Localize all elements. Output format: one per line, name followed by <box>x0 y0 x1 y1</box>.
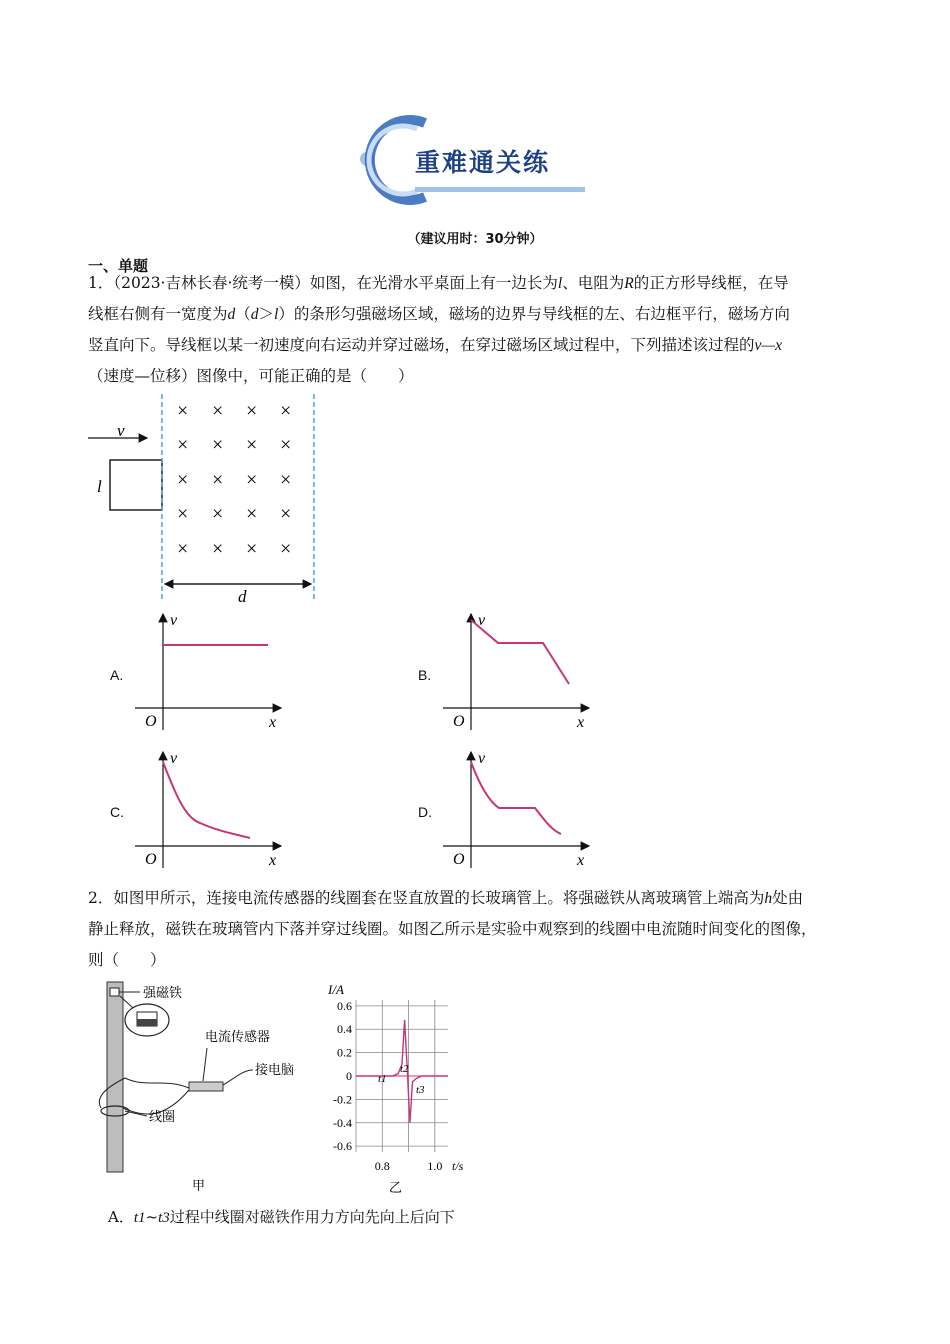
field-cross: × <box>177 538 189 560</box>
question-2 <box>88 883 868 976</box>
q2-option-a[interactable]: A．t1~t3过程中线圈对磁铁作用力方向先向上后向下 <box>108 1208 455 1226</box>
graph-b-curve <box>471 620 569 684</box>
field-cross: × <box>177 503 189 525</box>
option-b-label[interactable]: B. <box>418 667 432 683</box>
v-axis-label: v <box>170 750 178 767</box>
v-axis-label: v <box>478 750 486 767</box>
field-cross: × <box>246 469 258 491</box>
y-tick-label: -0.4 <box>333 1115 352 1130</box>
option-d-graph[interactable] <box>443 748 593 870</box>
field-cross: × <box>246 434 258 456</box>
caption-yi: 乙 <box>389 1180 403 1195</box>
q2-line-1: 2．如图甲所示，连接电流传感器的线圈套在竖直放置的长玻璃管上。将强磁铁从离玻璃管上端高为h处由 <box>88 889 804 907</box>
field-cross: × <box>177 434 189 456</box>
field-cross: × <box>212 538 224 560</box>
t1-label: t1 <box>378 1073 387 1085</box>
side-length-label: l <box>97 477 102 496</box>
magnet-label: 强磁铁 <box>143 985 183 1000</box>
field-cross: × <box>280 400 292 422</box>
x-tick-label: 0.8 <box>374 1159 390 1173</box>
origin-label: O <box>145 851 157 868</box>
v-axis-label: v <box>170 612 178 629</box>
field-cross: × <box>212 400 224 422</box>
field-cross: × <box>280 469 292 491</box>
option-a-label[interactable]: A. <box>110 667 124 683</box>
origin-label: O <box>453 713 465 730</box>
y-tick-label: 0.4 <box>337 1022 352 1037</box>
magnet <box>110 988 119 996</box>
field-cross: × <box>280 434 292 456</box>
x-axis-label: t/s <box>452 1159 464 1173</box>
title-banner <box>355 115 595 205</box>
x-axis-label: x <box>577 714 585 731</box>
q1-line-2: 线框右侧有一宽度为d（d＞l）的条形匀强磁场区域，磁场的边界与导线框的左、右边框平行，磁场方向 <box>88 305 790 323</box>
banner-title: 重难通关练 <box>415 148 551 177</box>
option-a-graph[interactable] <box>135 610 285 732</box>
wire-frame <box>110 460 162 510</box>
t2-label: t2 <box>400 1063 409 1075</box>
y-tick-label: -0.2 <box>333 1092 352 1107</box>
origin-label: O <box>145 713 157 730</box>
field-cross: × <box>246 400 258 422</box>
y-tick-label: 0.6 <box>337 998 352 1013</box>
field-cross: × <box>246 503 258 525</box>
v-axis-label: v <box>478 612 486 629</box>
q1-line-3: 竖直向下。导线框以某一初速度向右运动并穿过磁场，在穿过磁场区域过程中，下列描述该过程的v—x <box>88 336 783 354</box>
field-cross: × <box>212 469 224 491</box>
y-axis-label: I/A <box>328 982 344 997</box>
computer-label: 接电脑 <box>255 1062 295 1077</box>
q1-line-4: （速度—位移）图像中，可能正确的是（ ） <box>88 367 414 385</box>
field-cross: × <box>280 538 292 560</box>
field-cross: × <box>280 503 292 525</box>
option-b-graph[interactable] <box>443 610 593 732</box>
time-hint: （建议用时：30分钟） <box>407 232 543 247</box>
sensor-label: 电流传感器 <box>205 1029 271 1044</box>
section-heading: 一、单题 <box>88 257 149 275</box>
graph-c-curve <box>163 762 250 838</box>
current-chart <box>320 980 480 1198</box>
field-cross: × <box>212 503 224 525</box>
y-tick-label: 0 <box>346 1069 352 1083</box>
q1-figure <box>85 392 325 607</box>
coil-label: 线圈 <box>149 1109 176 1124</box>
field-cross: × <box>246 538 258 560</box>
q1-line-1: 1．（2023·吉林长春·统考一模）如图，在光滑水平桌面上有一边长为l、电阻为R的正方形导线框，在导 <box>88 274 789 292</box>
option-d-label[interactable]: D. <box>418 804 432 820</box>
velocity-label: v <box>117 421 125 440</box>
chart-tick-labels <box>333 999 442 1173</box>
width-label: d <box>238 587 247 606</box>
x-tick-label: 1.0 <box>427 1159 443 1173</box>
field-cross: × <box>177 469 189 491</box>
graph-d-curve <box>471 762 561 834</box>
x-axis-label: x <box>577 852 585 869</box>
glass-tube <box>107 982 123 1172</box>
x-axis-label: x <box>269 852 277 869</box>
t3-label: t3 <box>416 1084 425 1096</box>
current-sensor <box>189 1082 223 1091</box>
option-c-graph[interactable] <box>135 748 285 870</box>
q2-line-2: 静止释放，磁铁在玻璃管内下落并穿过线圈。如图乙所示是实验中观察到的线圈中电流随时间变化的图像， <box>88 920 817 938</box>
origin-label: O <box>453 851 465 868</box>
caption-jia: 甲 <box>192 1178 206 1193</box>
question-1 <box>88 268 868 392</box>
y-tick-label: -0.6 <box>333 1139 352 1154</box>
field-cross: × <box>212 434 224 456</box>
magnetic-field-crosses <box>177 400 291 560</box>
option-c-label[interactable]: C. <box>110 804 124 820</box>
q2-line-3: 则（ ） <box>88 951 166 969</box>
y-tick-label: 0.2 <box>337 1045 352 1060</box>
apparatus-figure <box>95 978 325 1198</box>
field-cross: × <box>177 400 189 422</box>
x-axis-label: x <box>269 714 277 731</box>
